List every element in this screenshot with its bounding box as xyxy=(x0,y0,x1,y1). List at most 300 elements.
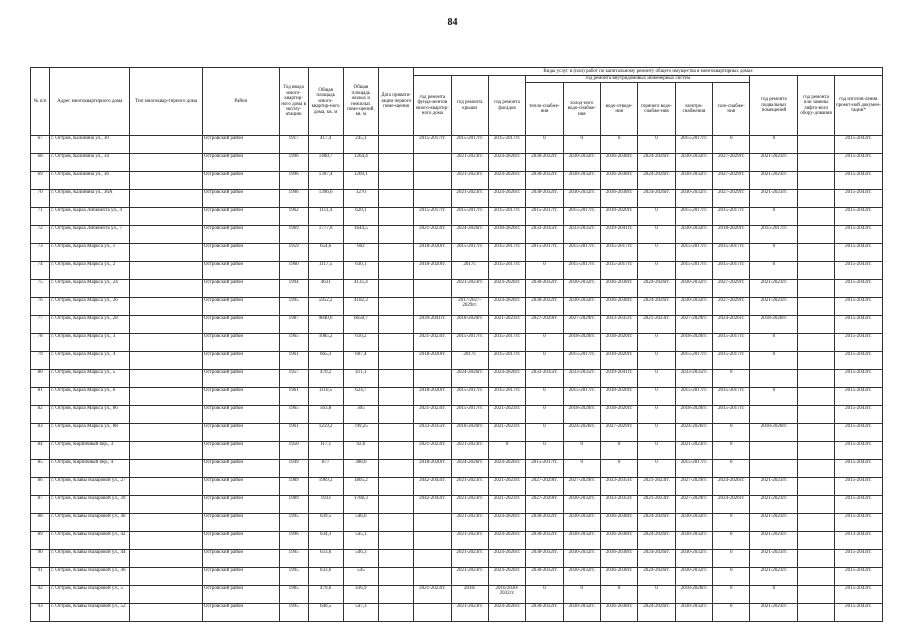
row-gas: 0 xyxy=(713,586,750,604)
row-foundation: 2042-2043гг. xyxy=(414,478,451,496)
row-facade: 2024-2026гг. xyxy=(488,532,525,550)
row-total-area: 470,2 xyxy=(308,370,343,388)
table-row xyxy=(31,604,883,622)
header-gas: газо-снабже-ния xyxy=(713,83,750,136)
row-number: 87 xyxy=(31,496,50,514)
row-basement: 2021-2023гг. xyxy=(750,568,798,586)
row-basement: 2021-2023гг. xyxy=(750,514,798,532)
row-gas: 0 xyxy=(713,550,750,568)
row-total-area: 417,4 xyxy=(308,136,343,154)
row-privatization xyxy=(378,406,413,424)
row-hot-water: 0 xyxy=(638,244,675,262)
row-roof: 2021-2023гг. xyxy=(451,496,488,514)
table-row xyxy=(31,172,883,190)
row-roof: 2024-2026гг. xyxy=(451,370,488,388)
row-heat: 2030-2032гг. xyxy=(526,514,563,532)
row-number: 67 xyxy=(31,136,50,154)
row-number: 91 xyxy=(31,568,50,586)
row-project: 2015-2043гг. xyxy=(834,388,882,406)
row-heat: 2015-2017гг. xyxy=(526,460,563,478)
row-year-built: 1961 xyxy=(279,424,308,442)
row-project: 2015-2043гг. xyxy=(834,352,882,370)
row-project: 2015-2043гг. xyxy=(834,334,882,352)
row-heat: 2030-2032гг. xyxy=(526,568,563,586)
row-elevator xyxy=(798,496,834,514)
row-total-area: 1110,5 xyxy=(308,388,343,406)
row-electro: 2018-2020гг. xyxy=(675,406,712,424)
row-living-area: 245,1 xyxy=(343,136,378,154)
row-cold-water: 2015-2017гг. xyxy=(563,388,600,406)
row-hot-water: 2024-2026гг. xyxy=(638,298,675,316)
row-project: 2015-2043гг. xyxy=(834,568,882,586)
row-sewer: 2036-2038гг. xyxy=(600,532,637,550)
row-electro: 2030-2032гг. xyxy=(675,604,712,622)
row-total-area: 634,3 xyxy=(308,532,343,550)
row-project: 2015-2043гг. xyxy=(834,316,882,334)
row-year-built: 1995 xyxy=(279,604,308,622)
row-project: 2015-2043гг. xyxy=(834,514,882,532)
header-cold-water: холод-ного водо-снабже-ния xyxy=(563,83,600,136)
row-roof: 2021-2023гг. xyxy=(451,154,488,172)
row-address: г. Остров, Карла Маркса ул., 3 xyxy=(50,334,130,352)
header-roof: год ремонта крыши xyxy=(451,76,488,136)
row-total-area: 877 xyxy=(308,460,343,478)
row-total-area: 639,5 xyxy=(308,514,343,532)
row-foundation: 2018-2020гг. xyxy=(414,388,451,406)
row-sewer: 2018-2020гг. xyxy=(600,334,637,352)
row-number: 74 xyxy=(31,262,50,280)
row-roof: 2021-2023гг. xyxy=(451,478,488,496)
header-total-area: Общая площадь много-квартир-ного дома, кв. м xyxy=(308,68,343,136)
row-privatization xyxy=(378,370,413,388)
row-elevator xyxy=(798,568,834,586)
row-foundation: 2021-2023гг. xyxy=(414,334,451,352)
row-privatization xyxy=(378,586,413,604)
row-total-area: 1777,8 xyxy=(308,226,343,244)
row-type xyxy=(130,424,203,442)
row-elevator xyxy=(798,298,834,316)
row-foundation xyxy=(414,154,451,172)
row-elevator xyxy=(798,478,834,496)
row-hot-water: 2021-2023гг. xyxy=(638,316,675,334)
header-hot-water: горячего водо-снабже-ния xyxy=(638,83,675,136)
row-facade: 2016/2030-2032гг. xyxy=(488,586,525,604)
row-district: Островский район xyxy=(202,334,279,352)
row-elevator xyxy=(798,190,834,208)
row-basement: 2021-2023гг. xyxy=(750,172,798,190)
row-sewer: 2036-2038гг. xyxy=(600,514,637,532)
row-district: Островский район xyxy=(202,316,279,334)
row-type xyxy=(130,478,203,496)
row-facade: 2024-2026гг. xyxy=(488,154,525,172)
row-hot-water: 0 xyxy=(638,334,675,352)
row-elevator xyxy=(798,316,834,334)
row-basement: 0 xyxy=(750,352,798,370)
row-heat: 2030-2032гг. xyxy=(526,604,563,622)
row-year-built: 1950 xyxy=(279,442,308,460)
row-basement: 0 xyxy=(750,334,798,352)
row-heat: 2027-2029гг. xyxy=(526,478,563,496)
row-district: Островский район xyxy=(202,532,279,550)
row-year-built: 1995 xyxy=(279,298,308,316)
row-type xyxy=(130,190,203,208)
table-row xyxy=(31,352,883,370)
row-electro: 2018-2020гг. xyxy=(675,334,712,352)
row-facade: 2024-2026гг. xyxy=(488,568,525,586)
row-roof: 2016/ xyxy=(451,586,488,604)
row-cold-water: 2033-2035гг. xyxy=(563,226,600,244)
row-elevator xyxy=(798,514,834,532)
table-row xyxy=(31,514,883,532)
row-project: 2015-2043гг. xyxy=(834,190,882,208)
row-sewer: 2018-2020гг. xyxy=(600,208,637,226)
row-electro: 2033-2035гг. xyxy=(675,370,712,388)
row-roof: 2015-2017гг. xyxy=(451,388,488,406)
row-privatization xyxy=(378,154,413,172)
row-privatization xyxy=(378,136,413,154)
row-heat: 2015-2017гг. xyxy=(526,244,563,262)
table-row xyxy=(31,442,883,460)
row-address: г. Остров, Кирпичный пер., 3 xyxy=(50,442,130,460)
row-sewer: 2018-2020гг. xyxy=(600,388,637,406)
row-facade: 2015-2017гг. xyxy=(488,136,525,154)
row-facade: 2024-2026гг. xyxy=(488,298,525,316)
row-year-built: 1994 xyxy=(279,280,308,298)
row-electro: 2030-2032гг. xyxy=(675,280,712,298)
row-gas: 0 xyxy=(713,460,750,478)
row-total-area: 117,1 xyxy=(308,442,343,460)
row-electro: 2015-2017гг. xyxy=(675,460,712,478)
row-electro: 2030-2032гг. xyxy=(675,226,712,244)
row-district: Островский район xyxy=(202,190,279,208)
row-sewer: 0 xyxy=(600,586,637,604)
row-basement xyxy=(750,406,798,424)
row-roof: 2021-2023гг. xyxy=(451,190,488,208)
table-row xyxy=(31,280,883,298)
row-type xyxy=(130,262,203,280)
table-row xyxy=(31,226,883,244)
row-year-built: 1996 xyxy=(279,172,308,190)
row-privatization xyxy=(378,550,413,568)
row-facade: 2024-2026гг. xyxy=(488,550,525,568)
row-total-area: 1085,2 xyxy=(308,334,343,352)
row-year-built: 1965 xyxy=(279,334,308,352)
header-living-area: Общая площадь жилых и нежилых поме-щений, кв. м xyxy=(343,68,378,136)
row-basement: 2021-2023гг. xyxy=(750,190,798,208)
row-electro: 2027-2029гг. xyxy=(675,478,712,496)
row-total-area: 665,3 xyxy=(308,352,343,370)
row-gas: 0 xyxy=(713,604,750,622)
row-cold-water: 2030-2032гг. xyxy=(563,298,600,316)
row-year-built: 1961 xyxy=(279,388,308,406)
row-type xyxy=(130,604,203,622)
row-facade: 2024-2026гг. xyxy=(488,514,525,532)
row-gas: 0 xyxy=(713,568,750,586)
row-cold-water: 2027-2029гг. xyxy=(563,478,600,496)
row-facade: 2024-2026гг. xyxy=(488,172,525,190)
row-cold-water: 2030-2032гг. xyxy=(563,550,600,568)
row-cold-water: 2030-2032гг. xyxy=(563,280,600,298)
row-type xyxy=(130,316,203,334)
table-row xyxy=(31,262,883,280)
row-hot-water: 0 xyxy=(638,136,675,154)
row-living-area: 799,25 xyxy=(343,424,378,442)
row-living-area: 602 xyxy=(343,244,378,262)
row-roof: 2018-2020гг. xyxy=(451,316,488,334)
row-address: г. Остров, Карла Маркса ул., 2 xyxy=(50,262,130,280)
row-project: 2015-2043гг. xyxy=(834,226,882,244)
header-electro: электро-снабжения xyxy=(675,83,712,136)
row-number: 71 xyxy=(31,208,50,226)
row-living-area: 546,3 xyxy=(343,550,378,568)
row-project: 2015-2043гг. xyxy=(834,136,882,154)
table-row xyxy=(31,316,883,334)
row-facade: 2024-2026гг. xyxy=(488,460,525,478)
row-basement xyxy=(750,370,798,388)
row-heat: 2030-2032гг. xyxy=(526,154,563,172)
row-foundation: 2018-2020гг. xyxy=(414,244,451,262)
row-hot-water: 0 xyxy=(638,352,675,370)
row-gas: 2024-2026гг. xyxy=(713,478,750,496)
row-electro: 2030-2032гг. xyxy=(675,532,712,550)
row-privatization xyxy=(378,226,413,244)
row-electro: 2018-2020гг. xyxy=(675,586,712,604)
row-hot-water: 0 xyxy=(638,424,675,442)
row-hot-water: 2024-2026гг. xyxy=(638,154,675,172)
row-total-area: 4631 xyxy=(308,280,343,298)
row-elevator xyxy=(798,442,834,460)
row-roof: 2024-2026гг. xyxy=(451,460,488,478)
row-living-area: 1805,2 xyxy=(343,478,378,496)
table-row xyxy=(31,298,883,316)
row-year-built: 1961 xyxy=(279,352,308,370)
header-type: Тип многоквар-тирного дома xyxy=(130,68,203,136)
row-sewer: 2036-2038гг. xyxy=(600,280,637,298)
row-district: Островский район xyxy=(202,262,279,280)
row-living-area: 545 xyxy=(343,568,378,586)
row-gas: 2015-2017гг. xyxy=(713,352,750,370)
row-number: 90 xyxy=(31,550,50,568)
row-project: 2015-2043гг. xyxy=(834,604,882,622)
row-facade: 2015-2017гг. xyxy=(488,262,525,280)
row-roof: 2021-2023гг. xyxy=(451,172,488,190)
row-foundation xyxy=(414,190,451,208)
row-hot-water: 2024-2026гг. xyxy=(638,568,675,586)
row-type xyxy=(130,208,203,226)
row-heat: 2030-2032гг. xyxy=(526,532,563,550)
row-gas: 2024-2026гг. xyxy=(713,316,750,334)
row-hot-water: 2024-2026гг. xyxy=(638,514,675,532)
row-project: 2015-2043гг. xyxy=(834,424,882,442)
row-electro: 2015-2017гг. xyxy=(675,136,712,154)
table-body xyxy=(31,136,883,622)
row-type xyxy=(130,172,203,190)
row-privatization xyxy=(378,172,413,190)
header-heat: тепло-снабже-ния xyxy=(526,83,563,136)
row-year-built: 1995 xyxy=(279,550,308,568)
row-electro: 2030-2032гг. xyxy=(675,550,712,568)
row-facade: 2024-2026гг. xyxy=(488,370,525,388)
row-number: 83 xyxy=(31,424,50,442)
row-elevator xyxy=(798,370,834,388)
row-number: 77 xyxy=(31,316,50,334)
row-address: г. Остров, Клавы Назаровой ул., 42 xyxy=(50,532,130,550)
row-gas: 0 xyxy=(713,442,750,460)
row-number: 89 xyxy=(31,532,50,550)
row-year-built: 1996 xyxy=(279,532,308,550)
row-year-built: 1965 xyxy=(279,406,308,424)
row-facade: 2021-2023гг. xyxy=(488,424,525,442)
row-facade: 2015-2017гг. xyxy=(488,244,525,262)
row-sewer: 2015-2017гг. xyxy=(600,244,637,262)
row-address: г. Остров, Калинина ул., 34 xyxy=(50,154,130,172)
row-district: Островский район xyxy=(202,550,279,568)
row-roof: 2017г. xyxy=(451,262,488,280)
row-type xyxy=(130,298,203,316)
row-foundation: 2021-2023гг. xyxy=(414,226,451,244)
row-foundation xyxy=(414,370,451,388)
row-number: 69 xyxy=(31,172,50,190)
row-project: 2015-2043гг. xyxy=(834,262,882,280)
row-basement: 2021-2023гг. xyxy=(750,298,798,316)
row-district: Островский район xyxy=(202,406,279,424)
row-gas: 0 xyxy=(713,424,750,442)
row-roof: 2015-2017гг. xyxy=(451,334,488,352)
row-hot-water: 2024-2026гг. xyxy=(638,604,675,622)
row-sewer: 2036-2038гг. xyxy=(600,190,637,208)
row-cold-water: 2015-2017гг. xyxy=(563,352,600,370)
row-facade: 2021-2023гг. xyxy=(488,406,525,424)
row-elevator xyxy=(798,388,834,406)
row-total-area: 1933 xyxy=(308,496,343,514)
header-year-built: Год ввода много-квартир-ного дома в эксплу-атацию xyxy=(279,68,308,136)
row-heat: 2033-2035гг. xyxy=(526,370,563,388)
row-number: 76 xyxy=(31,298,50,316)
row-elevator xyxy=(798,406,834,424)
row-foundation: 2018-2020гг. xyxy=(414,262,451,280)
header-address: Адрес многоквартирного дома xyxy=(50,68,130,136)
row-roof: 2015-2017гг. xyxy=(451,136,488,154)
row-roof: 2018-2020гг. xyxy=(451,424,488,442)
row-type xyxy=(130,154,203,172)
row-hot-water: 2021-2023гг. xyxy=(638,496,675,514)
row-facade: 2015-2017гг. xyxy=(488,352,525,370)
row-sewer: 0 xyxy=(600,442,637,460)
row-heat: 0 xyxy=(526,136,563,154)
header-elevator: год ремонта или замены лифто-вого обору-дования xyxy=(798,76,834,136)
row-cold-water: 2015-2017гг. xyxy=(563,244,600,262)
row-gas: 0 xyxy=(713,136,750,154)
row-project: 2015-2043гг. xyxy=(834,370,882,388)
row-total-area: 1397,4 xyxy=(308,172,343,190)
row-hot-water: 2024-2026гг. xyxy=(638,172,675,190)
row-address: г. Остров, Карла Маркса ул., 1 xyxy=(50,244,130,262)
row-project: 2015-2043гг. xyxy=(834,442,882,460)
row-foundation: 2021-2023гг. xyxy=(414,586,451,604)
row-living-area: 1644,5 xyxy=(343,226,378,244)
row-electro: 2021-2023гг. xyxy=(675,442,712,460)
row-heat: 0 xyxy=(526,424,563,442)
row-facade: 2015-2017гг. xyxy=(488,388,525,406)
row-foundation xyxy=(414,298,451,316)
row-roof: 2017/2027-2029гг. xyxy=(451,298,488,316)
row-living-area: 607,4 xyxy=(343,352,378,370)
row-gas: 2015-2017гг. xyxy=(713,262,750,280)
row-gas: 2027-2029гг. xyxy=(713,298,750,316)
row-district: Островский район xyxy=(202,244,279,262)
row-project: 2015-2043гг. xyxy=(834,406,882,424)
row-elevator xyxy=(798,172,834,190)
row-elevator xyxy=(798,550,834,568)
row-privatization xyxy=(378,190,413,208)
row-gas: 2024-2026гг. xyxy=(713,496,750,514)
row-project: 2015-2043гг. xyxy=(834,586,882,604)
row-year-built: 1949 xyxy=(279,460,308,478)
row-elevator xyxy=(798,226,834,244)
row-heat: 2015-2017гг. xyxy=(526,208,563,226)
row-basement xyxy=(750,460,798,478)
row-hot-water: 0 xyxy=(638,442,675,460)
row-roof: 2021-2023гг. xyxy=(451,568,488,586)
row-year-built: 1995 xyxy=(279,568,308,586)
table-row xyxy=(31,136,883,154)
row-heat: 2030-2032гг. xyxy=(526,298,563,316)
row-type xyxy=(130,388,203,406)
row-foundation xyxy=(414,514,451,532)
row-living-area: 610,2 xyxy=(343,334,378,352)
row-year-built: 1962 xyxy=(279,208,308,226)
row-foundation: 2021-2023гг. xyxy=(414,406,451,424)
row-heat: 2027-2029гг. xyxy=(526,496,563,514)
row-address: г. Остров, Карла Маркса ул., 88 xyxy=(50,424,130,442)
row-foundation: 2015-2017гг. xyxy=(414,208,451,226)
row-privatization xyxy=(378,334,413,352)
table-row xyxy=(31,496,883,514)
row-total-area: 654,6 xyxy=(308,244,343,262)
row-address: г. Остров, Калинина ул., 30 xyxy=(50,136,130,154)
row-basement: 2021-2023гг. xyxy=(750,550,798,568)
row-heat: 0 xyxy=(526,334,563,352)
row-elevator xyxy=(798,460,834,478)
row-district: Островский район xyxy=(202,586,279,604)
row-cold-water: 0 xyxy=(563,586,600,604)
row-type xyxy=(130,496,203,514)
row-total-area: 633,6 xyxy=(308,550,343,568)
row-foundation: 2015-2017гг. xyxy=(414,136,451,154)
row-cold-water: 2015-2017гг. xyxy=(563,262,600,280)
row-facade: 2021-2023гг. xyxy=(488,478,525,496)
row-living-area: 620,1 xyxy=(343,208,378,226)
row-number: 73 xyxy=(31,244,50,262)
row-district: Островский район xyxy=(202,280,279,298)
row-sewer: 2036-2038гг. xyxy=(600,604,637,622)
row-facade: 0 xyxy=(488,442,525,460)
table-row xyxy=(31,208,883,226)
row-heat: 2030-2032гг. xyxy=(526,172,563,190)
row-sewer: 2039-2041гг. xyxy=(600,226,637,244)
row-year-built: 1959 xyxy=(279,244,308,262)
row-district: Островский район xyxy=(202,388,279,406)
row-number: 85 xyxy=(31,460,50,478)
row-sewer: 2018-2020гг. xyxy=(600,406,637,424)
row-privatization xyxy=(378,442,413,460)
row-electro: 2027-2029гг. xyxy=(675,496,712,514)
row-heat: 0 xyxy=(526,352,563,370)
row-type xyxy=(130,370,203,388)
row-gas: 0 xyxy=(713,370,750,388)
row-sewer: 2015-2017гг. xyxy=(600,262,637,280)
row-year-built: 1996 xyxy=(279,154,308,172)
